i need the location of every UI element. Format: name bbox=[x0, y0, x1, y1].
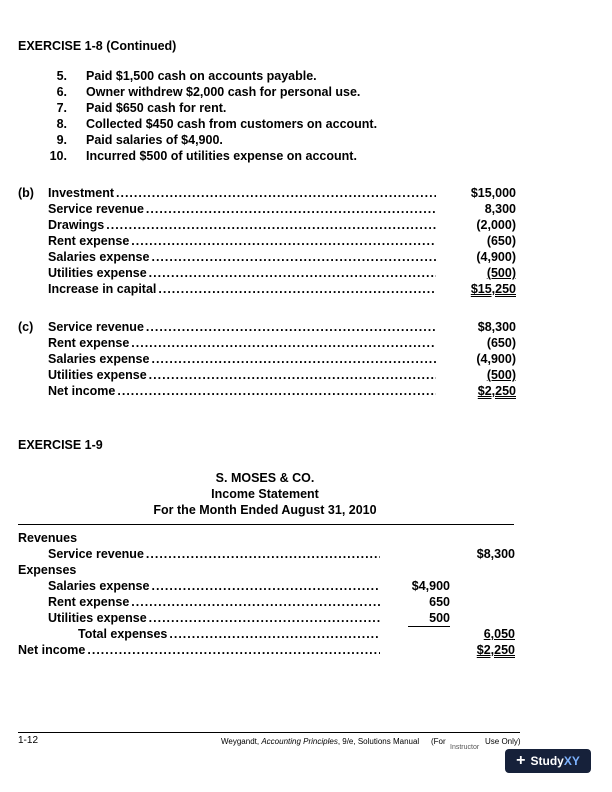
table-row: Salaries expense ..... bbox=[48, 250, 438, 264]
amount: $8,300 bbox=[477, 320, 516, 334]
subtotal-rule bbox=[408, 626, 450, 627]
amount: (500) bbox=[486, 266, 516, 280]
amount: 6,050 bbox=[483, 627, 515, 641]
exercise-1-9-heading: EXERCISE 1-9 bbox=[18, 438, 103, 452]
table-row: Rent expense ..... bbox=[48, 336, 438, 350]
amount: $15,000 bbox=[470, 186, 516, 200]
amount: (650) bbox=[486, 234, 516, 248]
company-name: S. MOSES & CO. bbox=[215, 471, 315, 485]
table-row: Utilities expense ..... bbox=[48, 266, 438, 280]
amount: 500 bbox=[429, 611, 450, 625]
part-c-label: (c) bbox=[18, 320, 34, 334]
badge-study-text: Study bbox=[530, 754, 564, 768]
table-row: Service revenue ..... bbox=[48, 547, 382, 561]
amount: (4,900) bbox=[476, 250, 516, 264]
table-row: Investment ..... bbox=[48, 186, 438, 200]
table-row: Service revenue ..... bbox=[48, 320, 438, 334]
part-b-label: (b) bbox=[18, 186, 34, 200]
amount-total: $15,250 bbox=[470, 282, 516, 296]
amount: 650 bbox=[429, 595, 450, 609]
table-row: Rent expense ..... bbox=[48, 234, 438, 248]
amount: (500) bbox=[486, 368, 516, 382]
statement-title: Income Statement bbox=[211, 487, 319, 501]
studyxy-badge[interactable] bbox=[505, 749, 591, 773]
table-row: Salaries expense ..... bbox=[48, 352, 438, 366]
amount: (650) bbox=[486, 336, 516, 350]
page-number: 1-12 bbox=[18, 735, 39, 746]
expenses-label: Expenses bbox=[18, 563, 77, 577]
revenues-label: Revenues bbox=[18, 531, 78, 545]
table-row: Net income ..... bbox=[18, 643, 382, 657]
amount: $4,900 bbox=[411, 579, 450, 593]
footer-footnote: Instructor bbox=[450, 744, 480, 751]
amount: $8,300 bbox=[476, 547, 515, 561]
table-row: Rent expense ..... bbox=[48, 595, 382, 609]
table-row: Utilities expense ..... bbox=[48, 611, 382, 625]
table-row: Utilities expense ..... bbox=[48, 368, 438, 382]
table-row: Total expenses ..... bbox=[78, 627, 382, 641]
table-row: Net income ..... bbox=[48, 384, 438, 398]
footer-use-only: Use Only) bbox=[485, 737, 521, 746]
table-row: Drawings ..... bbox=[48, 218, 438, 232]
amount: (2,000) bbox=[476, 218, 516, 232]
footer-divider bbox=[18, 732, 520, 733]
header-divider bbox=[18, 524, 514, 525]
table-row: Increase in capital ..... bbox=[48, 282, 438, 296]
table-row: Salaries expense ..... bbox=[48, 579, 382, 593]
footer-credit: Weygandt, Accounting Principles, 9/e, Solutions Manual bbox=[221, 737, 420, 746]
plus-icon: + bbox=[516, 752, 526, 769]
amount: (4,900) bbox=[476, 352, 516, 366]
amount-total: $2,250 bbox=[476, 643, 515, 657]
badge-xy-text: XY bbox=[563, 754, 580, 768]
exercise-1-8-heading: EXERCISE 1-8 (Continued) bbox=[18, 39, 177, 53]
statement-period: For the Month Ended August 31, 2010 bbox=[153, 503, 377, 517]
amount-total: $2,250 bbox=[477, 384, 516, 398]
footer-for: (For bbox=[431, 737, 446, 746]
amount: 8,300 bbox=[484, 202, 516, 216]
table-row: Service revenue ..... bbox=[48, 202, 438, 216]
